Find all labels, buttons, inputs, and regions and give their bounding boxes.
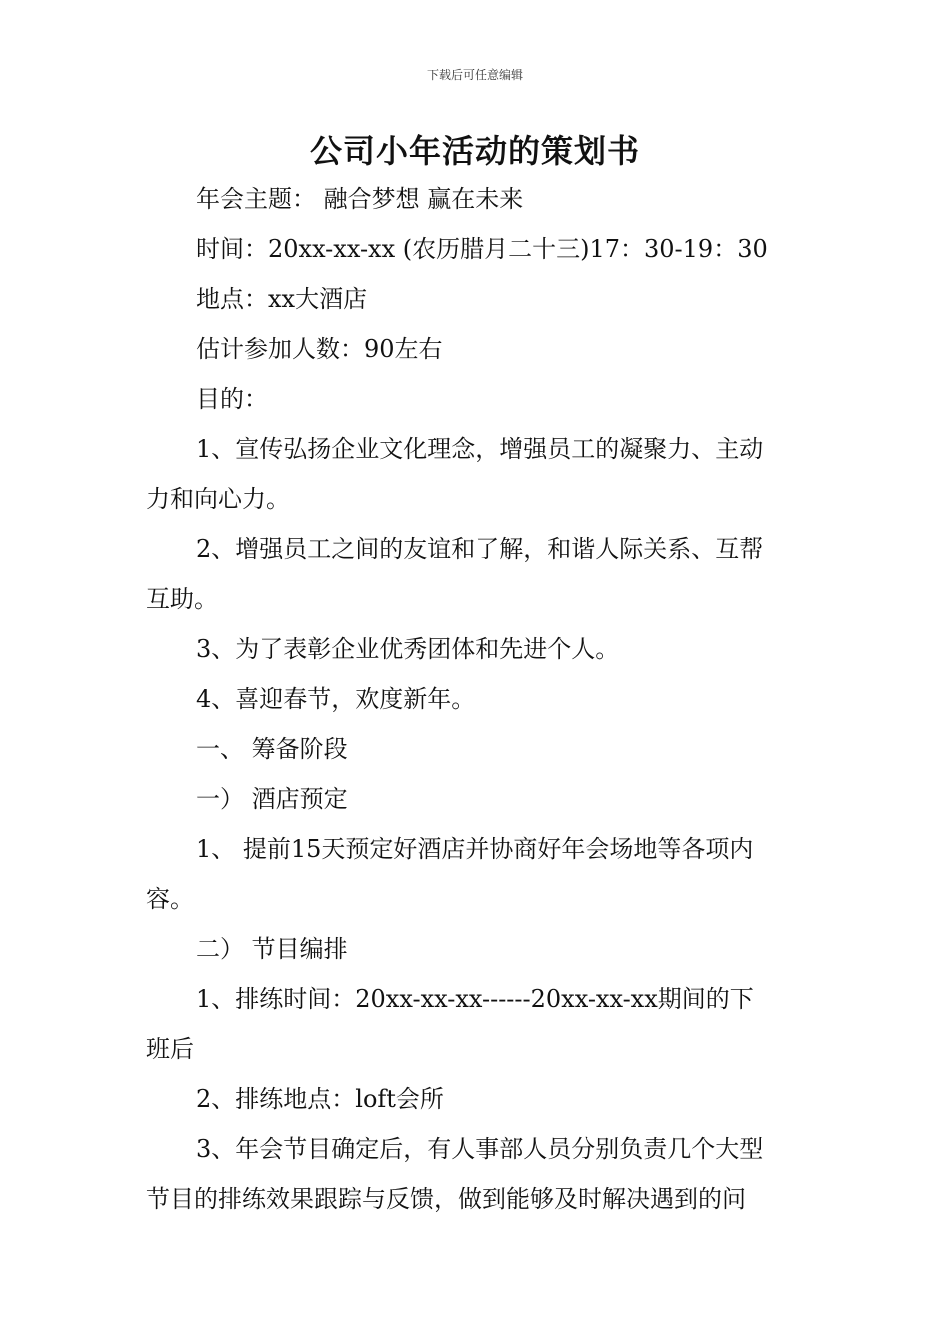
program-item-3-cont: 节目的排练效果跟踪与反馈，做到能够及时解决遇到的问 (146, 1185, 746, 1213)
purpose-item-3: 3、为了表彰企业优秀团体和先进个人。 (196, 635, 620, 663)
time-line: 时间：20xx-xx-xx (农历腊月二十三)17：30-19：30 (196, 235, 768, 263)
hotel-item-1-cont: 容。 (146, 885, 194, 913)
subsection-hotel: 一） 酒店预定 (196, 785, 348, 813)
attendance-line: 估计参加人数：90左右 (196, 335, 443, 363)
location-line: 地点：xx大酒店 (196, 285, 368, 313)
purpose-item-4: 4、喜迎春节，欢度新年。 (196, 685, 476, 713)
purpose-item-1-cont: 力和向心力。 (146, 485, 290, 513)
purpose-item-1: 1、宣传弘扬企业文化理念，增强员工的凝聚力、主动 (196, 435, 764, 463)
purpose-item-2: 2、增强员工之间的友谊和了解，和谐人际关系、互帮 (196, 535, 764, 563)
header-note: 下载后可任意编辑 (426, 68, 523, 82)
purpose-item-2-cont: 互助。 (146, 585, 218, 613)
document-title: 公司小年活动的策划书 (309, 132, 640, 170)
section-heading-1: 一、 筹备阶段 (196, 735, 348, 763)
program-item-1-cont: 班后 (146, 1035, 194, 1063)
program-item-2: 2、排练地点：loft会所 (196, 1085, 444, 1113)
hotel-item-1: 1、 提前15天预定好酒店并协商好年会场地等各项内 (196, 835, 754, 863)
subsection-program: 二） 节目编排 (196, 935, 348, 963)
theme-line: 年会主题： 融合梦想 赢在未来 (196, 185, 524, 213)
document-body (146, 174, 806, 1224)
program-item-3: 3、年会节目确定后，有人事部人员分别负责几个大型 (196, 1135, 764, 1163)
purpose-heading: 目的： (196, 385, 268, 413)
program-item-1: 1、排练时间：20xx-xx-xx------20xx-xx-xx期间的下 (196, 985, 754, 1013)
